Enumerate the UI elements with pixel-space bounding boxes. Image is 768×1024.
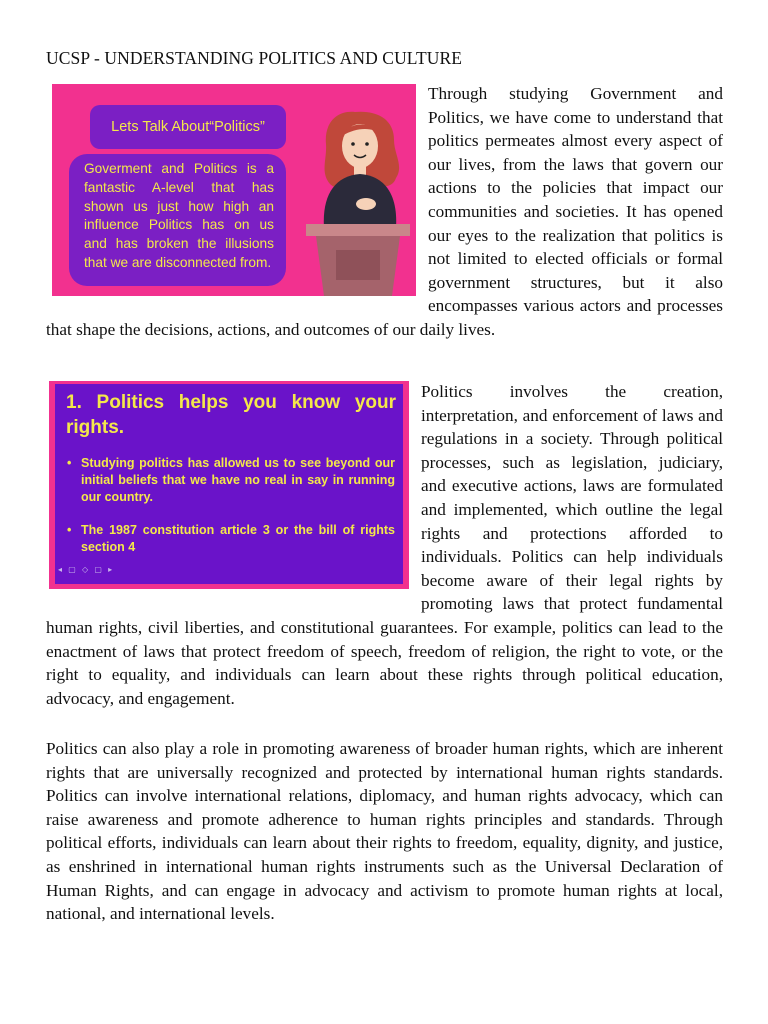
bullet-dot-icon: • [67, 456, 72, 470]
slide-image-politics-talk [52, 84, 416, 296]
paragraph-3: Politics can also play a role in promoting awareness of broader human rights, which are inherent rights that are universally recognized and protected by international human rights standards. Politics can involve international relations, diplomacy, and human rights advocacy, which can raise awareness and promote adherence to human rights principles and standards. Through political efforts, individuals can learn about their rights to freedom, equality, dignity, and justice, as enshrined in international human rights instruments such as the Universal Declaration of Human Rights, and can engage in advocacy and activism to promote human rights at local, national, and international levels. [46, 739, 723, 924]
slide-nav-controls-icon: ◂ ▢ ◇ ▢ ▸ [58, 565, 115, 575]
slide-title: 1. Politics helps you know your rights. [66, 392, 396, 438]
paragraph-2: Politics involves the creation, interpretation, and enforcement of laws and regulations in a society. Through political processes, such as legislation, judiciary, and executive actions, laws are formulated and implemented, which outline the legal rights and protections afforded to individuals. Politics can help individuals become aware of their legal rights by promoting laws that protect fundamental human rights, civil liberties, and constitutional guarantees. For example, politics can lead to the enactment of laws that protect freedom of speech, freedom of religion, the right to vote, or the right to equality, and individuals can learn about these rights through political education, advocacy, and engagement. [46, 382, 723, 708]
slide-header: Lets Talk About“Politics” [90, 105, 286, 149]
slide-bullet-1 [65, 455, 395, 506]
slide-body-text: Goverment and Politics is a fantastic A-level that has shown us just how high an influence Politics has on us and has broken the illusions that we are disconnected from. [69, 154, 286, 286]
document-title: UCSP - UNDERSTANDING POLITICS AND CULTURE [46, 48, 463, 68]
paragraph-1: Through studying Government and Politics, we have come to understand that politics permeates almost every aspect of our lives, from the laws that govern our actions to the policies that impact our communities and societies. It has opened our eyes to the realization that politics is not limited to elected officials or formal government structures, but it also encompasses various actors and processes that shape the decisions, actions, and outcomes of our daily lives. [46, 84, 723, 339]
paragraph-2-block [46, 380, 723, 710]
bullet-dot-icon: • [67, 523, 72, 537]
slide-panel [55, 384, 403, 584]
slide-image-politics-rights [49, 381, 409, 589]
slide-bullet-1-text: Studying politics has allowed us to see beyond our initial beliefs that we have no real in say in running our country. [81, 456, 395, 504]
paragraph-1-block [46, 82, 723, 342]
slide-bullet-2-text: The 1987 constitution article 3 or the bill of rights section 4 [81, 523, 395, 554]
slide-bullet-2 [65, 522, 395, 556]
speaker-at-podium-illustration [300, 108, 416, 296]
